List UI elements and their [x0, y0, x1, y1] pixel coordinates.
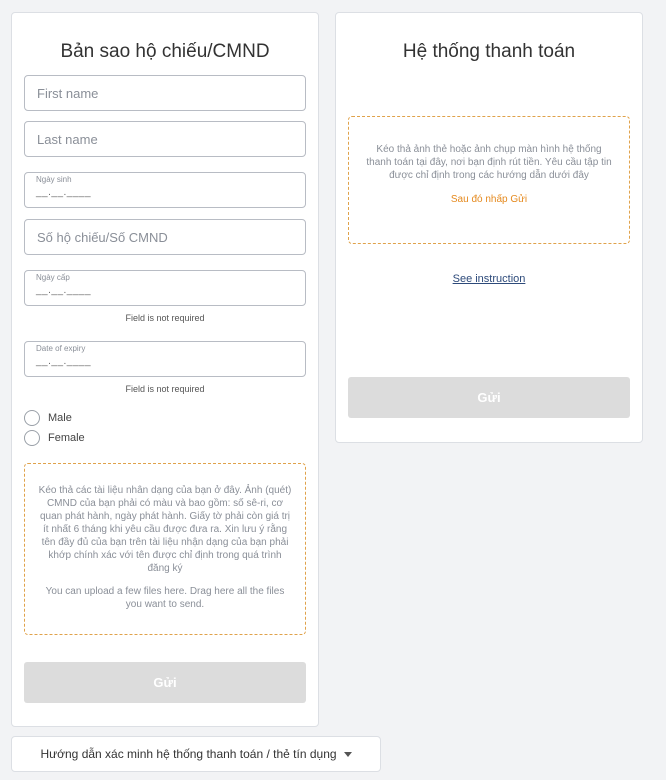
expiry-date-field[interactable]: [24, 341, 306, 377]
id-submit-button[interactable]: Gửi: [24, 662, 306, 703]
id-document-card: [11, 12, 319, 727]
verification-guide-dropdown[interactable]: [11, 736, 381, 772]
dob-field[interactable]: [24, 172, 306, 208]
expiry-date-hint: Field is not required: [125, 384, 205, 394]
see-instruction-link[interactable]: See instruction: [452, 273, 526, 285]
first-name-field[interactable]: [24, 75, 306, 111]
male-radio[interactable]: [24, 410, 40, 426]
id-card-title: Bản sao hộ chiếu/CMND: [60, 41, 270, 62]
payment-card-title: Hệ thống thanh toán: [402, 41, 576, 62]
first-name-input[interactable]: [25, 76, 305, 110]
passport-number-field[interactable]: [24, 219, 306, 255]
dob-value: __.__.____: [36, 187, 92, 198]
payment-dropzone-action: Sau đó nhấp Gửi: [450, 194, 528, 205]
issue-date-field[interactable]: [24, 270, 306, 306]
id-document-dropzone[interactable]: [24, 463, 306, 635]
last-name-input[interactable]: [25, 122, 305, 156]
payment-dropzone-text: Kéo thả ảnh thẻ hoặc ảnh chụp màn hình hệ thống thanh toán tại đây, nơi bạn định rút tiền. Yêu cầu tập tin được chỉ định trong các hướng dẫn dưới đây: [366, 144, 612, 181]
issue-date-hint: Field is not required: [125, 313, 205, 323]
last-name-field[interactable]: [24, 121, 306, 157]
expiry-date-value: __.__.____: [36, 356, 92, 367]
expiry-date-label: Date of expiry: [36, 344, 86, 353]
payment-system-card: [335, 12, 643, 443]
male-label: Male: [48, 412, 72, 424]
female-radio[interactable]: [24, 430, 40, 446]
issue-date-label: Ngày cấp: [36, 273, 70, 282]
payment-dropzone[interactable]: [348, 116, 630, 244]
caret-down-icon: [344, 752, 352, 757]
payment-submit-button[interactable]: Gửi: [348, 377, 630, 418]
issue-date-value: __.__.____: [36, 285, 92, 296]
passport-number-input[interactable]: [25, 220, 305, 254]
verification-guide-label: Hướng dẫn xác minh hệ thống thanh toán / thẻ tín dụng: [40, 747, 337, 761]
dob-label: Ngày sinh: [36, 175, 72, 184]
gender-option-female[interactable]: [24, 430, 85, 446]
gender-option-male[interactable]: [24, 410, 72, 426]
female-label: Female: [48, 432, 85, 444]
id-dropzone-subtext: You can upload a few files here. Drag here all the files you want to send.: [45, 586, 285, 610]
id-dropzone-text: Kéo thả các tài liệu nhân dạng của bạn ở đây. Ảnh (quét) CMND của bạn phải có màu và bao gồm: số sê-ri, cơ quan phát hành, ngày phát hành. Giấy tờ phải còn giá trị ít nhất 6 tháng khi yêu cầu được đưa ra. Xin lưu ý rằng tên đầy đủ của bạn trên tài liệu nhận dạng của bạn phải khớp chính xác với tên được chỉ định trong quá trình đăng ký: [38, 485, 292, 574]
